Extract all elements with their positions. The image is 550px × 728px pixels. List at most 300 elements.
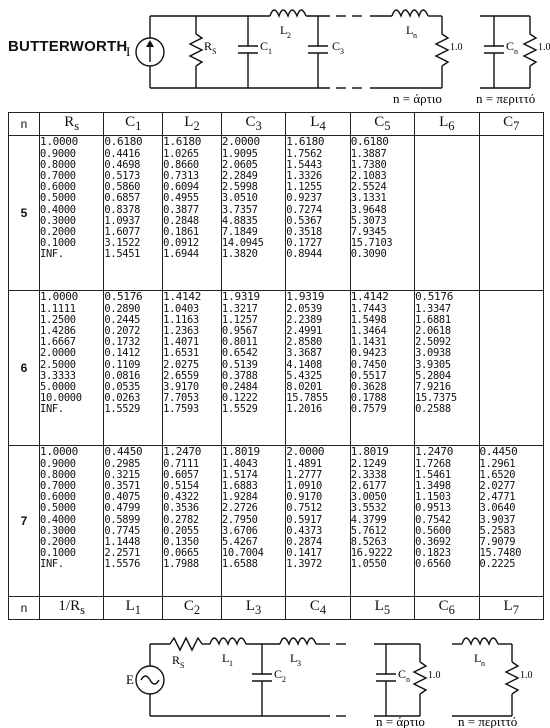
- rs-sub: S: [212, 47, 217, 56]
- value-column-cell: [286, 291, 350, 446]
- table-value: 0.2588: [415, 402, 451, 415]
- header-main: C: [503, 114, 514, 130]
- table-value: 0.8000: [40, 469, 76, 482]
- table-value: 0.1350: [163, 535, 199, 548]
- table-value: 0.6857: [104, 192, 141, 205]
- footer-main: C: [309, 598, 320, 614]
- table-value: 1.5174: [221, 469, 258, 482]
- header-sub: 6: [448, 119, 455, 133]
- footer-sub: 5: [383, 603, 391, 617]
- cn-label: C: [398, 667, 407, 681]
- footer-main: C: [183, 598, 194, 614]
- table-value: 0.2782: [163, 513, 199, 526]
- table-value: 0.8944: [286, 247, 323, 260]
- table-value: 0.9000: [40, 458, 76, 471]
- l1-label: L: [222, 651, 230, 665]
- table-value: 5.2583: [479, 524, 516, 537]
- footer-col-0: [40, 597, 104, 620]
- table-value: 2.5524: [350, 181, 387, 194]
- table-value: 2.0605: [221, 159, 258, 172]
- header-col-4: [286, 113, 350, 136]
- table-value: 0.4955: [163, 192, 199, 205]
- table-value: 0.5173: [104, 170, 141, 183]
- table-value: 0.5176: [415, 290, 454, 303]
- table-value: 0.2072: [104, 325, 141, 338]
- table-value: 1.5451: [104, 247, 141, 260]
- table-value: 1.0000: [40, 290, 78, 303]
- table-value: 0.4000: [40, 513, 76, 526]
- table-value: 0.1000: [40, 546, 76, 559]
- table-value: 1.1111: [40, 303, 76, 316]
- table-value: 14.0945: [221, 236, 264, 249]
- l3-sub: 3: [297, 659, 301, 668]
- table-value: 15.7480: [479, 546, 522, 559]
- table-value: 0.2985: [104, 458, 141, 471]
- table-value: 2.1083: [350, 170, 387, 183]
- header-main: C: [374, 114, 385, 130]
- table-value: 4.8835: [221, 214, 258, 227]
- source-label: E: [126, 672, 134, 687]
- table-value: 1.3887: [350, 148, 387, 161]
- header-col-0: [40, 113, 104, 136]
- table-value: 0.2000: [40, 225, 76, 238]
- footer-col-1: [104, 597, 163, 620]
- table-value: 1.8019: [221, 445, 260, 458]
- even-case-label: n = άρτιο: [393, 91, 442, 106]
- value-column-cell: [286, 136, 350, 291]
- footer-sub: 4: [319, 603, 327, 617]
- table-value: 0.5176: [104, 290, 143, 303]
- table-value: 1.6667: [40, 336, 76, 349]
- table-value: 1.2777: [286, 469, 323, 482]
- value-column-cell: [415, 136, 479, 291]
- table-value: 0.7000: [40, 170, 76, 183]
- table-value: 0.4373: [286, 524, 323, 537]
- table-value: 3.9648: [350, 203, 387, 216]
- table-value: 0.1417: [286, 546, 323, 559]
- table-value: 0.7579: [350, 402, 387, 415]
- table-value: 1.1448: [104, 535, 141, 548]
- value-column-cell: [104, 136, 163, 291]
- table-value: 0.3536: [163, 502, 199, 515]
- footer-main: L: [374, 598, 384, 614]
- table-value: 1.6531: [163, 347, 199, 360]
- table-value: 15.7375: [415, 391, 457, 404]
- table-value: 0.7313: [163, 170, 199, 183]
- value-column-cell: [350, 446, 414, 597]
- table-value: 1.4142: [350, 290, 389, 303]
- table-value: 0.0263: [104, 391, 141, 404]
- table-value: 1.1431: [350, 336, 387, 349]
- footer-col-2: [163, 597, 222, 620]
- table-value: INF.: [40, 402, 64, 415]
- value-column-cell: [40, 291, 104, 446]
- load-label-odd: 1.0: [538, 42, 550, 53]
- table-value: 0.1788: [350, 391, 387, 404]
- table-value: 4.3799: [350, 513, 387, 526]
- header-row: [9, 113, 544, 136]
- table-value: 0.1823: [415, 546, 451, 559]
- table-value: 0.4416: [104, 148, 141, 161]
- table-value: 0.8378: [104, 203, 141, 216]
- table-value: 0.5899: [104, 513, 141, 526]
- table-value: 0.4450: [104, 445, 143, 458]
- header-main: L: [439, 114, 449, 130]
- table-value: 1.3820: [221, 247, 258, 260]
- table-value: 0.6000: [40, 491, 76, 504]
- footer-col-7: [479, 597, 544, 620]
- table-value: INF.: [40, 557, 64, 570]
- table-value: 1.5529: [104, 402, 141, 415]
- ln-label: L: [474, 651, 482, 665]
- table-value: 0.5154: [163, 480, 199, 493]
- table-value: 0.7000: [40, 480, 76, 493]
- table-value: INF.: [40, 247, 64, 260]
- table-value: 3.7357: [221, 203, 258, 216]
- header-main: L: [310, 114, 320, 130]
- table-value: 1.2016: [286, 402, 323, 415]
- table-value: 1.0000: [40, 445, 78, 458]
- c1-sub: 1: [268, 47, 272, 56]
- table-value: 2.0000: [221, 135, 260, 148]
- header-col-2: [163, 113, 222, 136]
- table-value: 2.8580: [286, 336, 323, 349]
- header-sub: 5: [384, 119, 391, 133]
- table-value: 2.5092: [415, 336, 451, 349]
- header-main: C: [245, 114, 256, 130]
- table-value: 0.2445: [104, 314, 141, 327]
- value-column-cell: [479, 291, 544, 446]
- table-value: 2.2849: [221, 170, 258, 183]
- table-value: 0.9567: [221, 325, 258, 338]
- table-value: 2.0000: [286, 445, 325, 458]
- table-value: 1.7268: [415, 458, 451, 471]
- table-value: 0.5139: [221, 358, 258, 371]
- footer-main: L: [245, 598, 256, 614]
- table-value: 1.7593: [163, 402, 199, 415]
- table-value: 0.6180: [350, 135, 389, 148]
- table-value: 0.5917: [286, 513, 323, 526]
- table-value: 3.3333: [40, 369, 76, 382]
- table-value: 1.5443: [286, 159, 323, 172]
- value-column-cell: [163, 291, 222, 446]
- header-col-1: [104, 113, 163, 136]
- table-value: 3.0510: [221, 192, 258, 205]
- table-value: 1.0265: [163, 148, 199, 161]
- table-value: 2.0618: [415, 325, 451, 338]
- table-value: 1.6520: [479, 469, 516, 482]
- value-column-cell: [40, 446, 104, 597]
- header-main: L: [184, 114, 194, 130]
- ln-sub: n: [481, 659, 485, 668]
- table-value: 0.6094: [163, 181, 199, 194]
- value-column-cell: [163, 136, 222, 291]
- table-value: 2.3338: [350, 469, 387, 482]
- table-value: 1.5529: [221, 402, 258, 415]
- table-value: 0.7450: [350, 358, 387, 371]
- table-value: 1.1257: [221, 314, 258, 327]
- table-value: 0.4075: [104, 491, 141, 504]
- table-value: 3.0640: [479, 502, 516, 515]
- load-label-odd: 1.0: [520, 670, 533, 681]
- table-value: 1.4142: [163, 290, 202, 303]
- table-value: 0.7745: [104, 524, 141, 537]
- table-value: 1.6180: [286, 135, 325, 148]
- table-value: 1.5576: [104, 557, 141, 570]
- table-value: 3.5532: [350, 502, 387, 515]
- table-value: 1.3217: [221, 303, 258, 316]
- table-value: 0.2890: [104, 303, 141, 316]
- table-value: 0.2484: [221, 380, 258, 393]
- table-value: 1.5461: [415, 469, 451, 482]
- table-value: 1.3326: [286, 170, 323, 183]
- table-value: 5.2804: [415, 369, 451, 382]
- header-sub: 3: [255, 119, 262, 133]
- value-column-cell: [350, 136, 414, 291]
- table-value: 2.0275: [163, 358, 199, 371]
- table-value: 4.1408: [286, 358, 323, 371]
- table-value: 0.6000: [40, 181, 76, 194]
- source-label: I: [126, 44, 131, 59]
- table-value: 0.1861: [163, 225, 199, 238]
- table-value: 16.9222: [350, 546, 393, 559]
- table-value: 2.5000: [40, 358, 76, 371]
- table-value: 0.5860: [104, 181, 141, 194]
- cn-sub: n: [406, 675, 410, 684]
- table-value: 1.7380: [350, 159, 387, 172]
- table-value: 10.7004: [221, 546, 264, 559]
- table-value: 1.3464: [350, 325, 387, 338]
- value-column-cell: [479, 136, 544, 291]
- table-value: 1.9284: [221, 491, 258, 504]
- table-value: 2.4771: [479, 491, 516, 504]
- c2-label: C: [274, 667, 283, 681]
- table-value: 1.5498: [350, 314, 387, 327]
- table-value: 1.0937: [104, 214, 141, 227]
- table-value: 2.2571: [104, 546, 141, 559]
- table-value: 0.2848: [163, 214, 199, 227]
- table-value: 5.0000: [40, 380, 76, 393]
- table-value: 3.9037: [479, 513, 516, 526]
- c2-sub: 2: [282, 675, 286, 684]
- table-value: 0.8011: [221, 336, 258, 349]
- table-value: 1.3972: [286, 557, 323, 570]
- table-value: 1.7562: [286, 148, 323, 161]
- table-value: 3.0938: [415, 347, 451, 360]
- l2-label: L: [280, 23, 288, 37]
- ln-label: L: [406, 23, 414, 37]
- table-value: 1.6881: [415, 314, 451, 327]
- table-value: 1.0550: [350, 557, 387, 570]
- table-value: 0.3692: [415, 535, 451, 548]
- table-value: 0.6180: [104, 135, 143, 148]
- table-value: 0.9513: [415, 502, 451, 515]
- table-value: 0.6542: [221, 347, 258, 360]
- rs-sub: S: [180, 661, 185, 670]
- table-row: [9, 136, 544, 291]
- rs-label: R: [204, 39, 213, 53]
- table-value: 3.6706: [221, 524, 258, 537]
- value-column-cell: [104, 291, 163, 446]
- table-value: 0.7274: [286, 203, 323, 216]
- table-value: 1.0403: [163, 303, 199, 316]
- table-value: 0.5367: [286, 214, 323, 227]
- value-column-cell: [221, 136, 285, 291]
- top-circuit-diagram: [0, 0, 550, 108]
- footer-main: L: [503, 598, 513, 614]
- table-value: 0.3788: [221, 369, 258, 382]
- table-value: 1.0000: [40, 135, 78, 148]
- table-value: 0.8000: [40, 159, 76, 172]
- table-value: 0.1727: [286, 236, 323, 249]
- table-value: 5.4325: [286, 369, 323, 382]
- table-value: 1.2470: [415, 445, 454, 458]
- c3-label: C: [332, 39, 341, 53]
- footer-col-5: [350, 597, 414, 620]
- value-column-cell: [221, 291, 285, 446]
- value-column-cell: [415, 291, 479, 446]
- table-value: 7.7053: [163, 391, 199, 404]
- table-value: 1.7443: [350, 303, 387, 316]
- table-value: 0.4322: [163, 491, 199, 504]
- cn-sub: n: [514, 47, 518, 56]
- table-value: 0.9237: [286, 192, 323, 205]
- table-value: 7.9345: [350, 225, 387, 238]
- table-value: 1.4071: [163, 336, 199, 349]
- cn-label: C: [506, 39, 515, 53]
- footer-main: C: [438, 598, 449, 614]
- footer-main: 1/R: [58, 598, 81, 614]
- table-value: 3.9305: [415, 358, 451, 371]
- footer-col-4: [286, 597, 350, 620]
- table-value: 1.3498: [415, 480, 451, 493]
- table-value: 0.4450: [479, 445, 518, 458]
- header-col-5: [350, 113, 414, 136]
- table-value: 3.3687: [286, 347, 323, 360]
- table-value: 10.0000: [40, 391, 82, 404]
- table-value: 3.1331: [350, 192, 387, 205]
- table-value: 0.9423: [350, 347, 387, 360]
- table-value: 0.0535: [104, 380, 141, 393]
- table-value: 2.0277: [479, 480, 516, 493]
- table-value: 2.4991: [286, 325, 323, 338]
- header-col-6: [415, 113, 479, 136]
- footer-main: L: [125, 598, 135, 614]
- header-sub: s: [74, 119, 80, 133]
- table-value: 1.0910: [286, 480, 323, 493]
- value-column-cell: [415, 446, 479, 597]
- value-column-cell: [163, 446, 222, 597]
- value-column-cell: [350, 291, 414, 446]
- butterworth-table: [8, 112, 544, 620]
- header-main: R: [64, 114, 75, 130]
- document-title: BUTTERWORTH: [8, 38, 128, 55]
- table-row: [9, 291, 544, 446]
- footer-sub: 7: [512, 603, 519, 617]
- table-value: 7.1849: [221, 225, 258, 238]
- table-value: 15.7103: [350, 236, 393, 249]
- table-value: 0.2874: [286, 535, 323, 548]
- even-case-label: n = άρτιο: [376, 714, 425, 728]
- table-value: 0.6057: [163, 469, 199, 482]
- table-value: 1.4286: [40, 325, 76, 338]
- table-value: 0.2225: [479, 557, 516, 570]
- table-value: 8.0201: [286, 380, 323, 393]
- voltage-source-icon: [136, 666, 164, 694]
- footer-sub: 6: [448, 603, 455, 617]
- value-column-cell: [40, 136, 104, 291]
- table-value: 2.7950: [221, 513, 258, 526]
- table-value: 2.6177: [350, 480, 387, 493]
- table-value: 3.9170: [163, 380, 199, 393]
- header-sub: 1: [135, 119, 142, 133]
- current-source-icon: [136, 38, 164, 66]
- table-value: 2.1249: [350, 458, 387, 471]
- table-value: 0.7111: [163, 458, 199, 471]
- table-value: 0.4000: [40, 203, 76, 216]
- table-value: 7.9079: [479, 535, 516, 548]
- header-main: C: [125, 114, 136, 130]
- header-n: n: [9, 113, 40, 136]
- footer-row: [9, 597, 544, 620]
- table-value: 0.4799: [104, 502, 141, 515]
- value-column-cell: [104, 446, 163, 597]
- header-sub: 4: [319, 119, 326, 133]
- footer-n: n: [9, 597, 40, 620]
- table-value: 0.1222: [221, 391, 258, 404]
- value-column-cell: [221, 446, 285, 597]
- table-body: [9, 136, 544, 597]
- table-value: 1.2500: [40, 314, 76, 327]
- table-value: 2.5998: [221, 181, 258, 194]
- table-value: 0.3571: [104, 480, 141, 493]
- header-sub: 7: [513, 119, 520, 133]
- value-column-cell: [479, 446, 544, 597]
- table-value: 5.7612: [350, 524, 387, 537]
- table-value: 0.5517: [350, 369, 387, 382]
- table-value: 8.5263: [350, 535, 387, 548]
- table-value: 0.6560: [415, 557, 451, 570]
- table-value: 0.3628: [350, 380, 387, 393]
- table-value: 1.6944: [163, 247, 199, 260]
- table-value: 7.9216: [415, 380, 451, 393]
- table-value: 1.9095: [221, 148, 258, 161]
- table-value: 0.3000: [40, 524, 76, 537]
- footer-col-3: [221, 597, 285, 620]
- table-value: 1.3347: [415, 303, 451, 316]
- table-value: 0.0665: [163, 546, 199, 559]
- table-value: 0.1109: [104, 358, 141, 371]
- table-value: 0.1000: [40, 236, 76, 249]
- rs-label: R: [172, 653, 181, 667]
- table-value: 0.3215: [104, 469, 141, 482]
- table-value: 1.6588: [221, 557, 258, 570]
- table-value: 1.6077: [104, 225, 141, 238]
- table-value: 0.2055: [163, 524, 199, 537]
- load-label-even: 1.0: [428, 670, 441, 681]
- table-value: 1.9319: [221, 290, 260, 303]
- table-value: 1.4043: [221, 458, 258, 471]
- table-row: [9, 446, 544, 597]
- header-col-3: [221, 113, 285, 136]
- table-value: 0.5000: [40, 192, 76, 205]
- header-col-7: [479, 113, 544, 136]
- load-label-even: 1.0: [450, 42, 463, 53]
- table-value: 0.3877: [163, 203, 199, 216]
- c3-sub: 3: [340, 47, 344, 56]
- table-value: 2.0539: [286, 303, 323, 316]
- table-value: 2.2726: [221, 502, 258, 515]
